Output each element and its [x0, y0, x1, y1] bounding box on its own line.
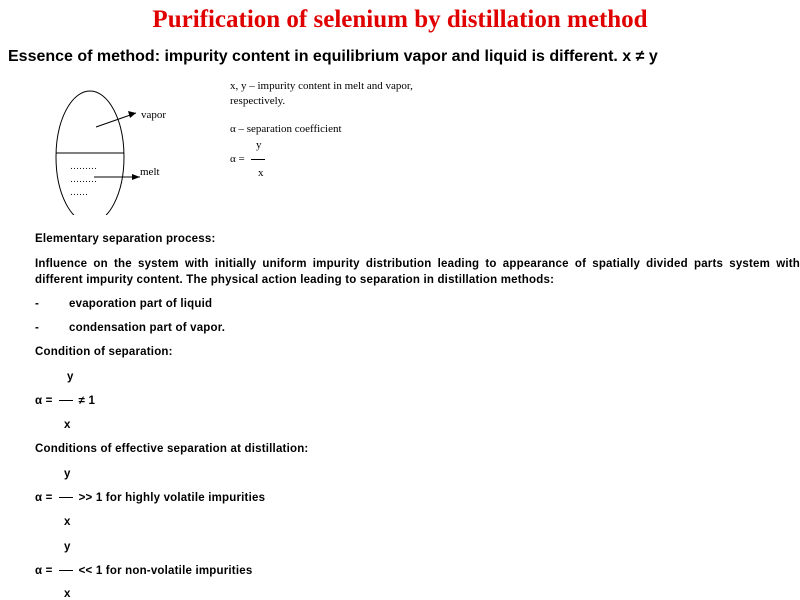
bullet-marker-1: - [35, 298, 40, 310]
volatile-denominator: x [64, 516, 71, 528]
vapor-arrow-head [128, 111, 136, 118]
impurity-dots-3: …… [70, 187, 88, 197]
nonvolatile-formula: α = << 1 for non-volatile impurities [35, 565, 253, 577]
volatile-numerator: y [64, 468, 71, 480]
page-title: Purification of selenium by distillation method [152, 6, 648, 33]
condition-fraction-bar [59, 400, 73, 401]
method-essence: Essence of method: impurity content in equilibrium vapor and liquid is different. x ≠ y [8, 48, 658, 65]
bullet-condensation: condensation part of vapor. [69, 322, 226, 334]
fraction-numerator: y [256, 139, 262, 151]
elementary-heading: Elementary separation process: [35, 233, 216, 245]
melt-arrow-head [132, 174, 140, 180]
bullet-evaporation: evaporation part of liquid [69, 298, 213, 310]
fraction-lhs: α = [230, 153, 271, 165]
volatile-fraction-bar [59, 497, 73, 498]
bullet-marker-2: - [35, 322, 40, 334]
impurity-dots-1: ……… [70, 161, 97, 171]
nonvolatile-denominator: x [64, 588, 71, 600]
xy-definition: x, y – impurity content in melt and vapor, [230, 80, 413, 92]
xy-definition-cont: respectively. [230, 95, 286, 107]
condition-formula: α = ≠ 1 [35, 395, 96, 407]
impurity-dots-2: ……… [70, 174, 97, 184]
effective-separation-heading: Conditions of effective separation at distillation: [35, 443, 309, 455]
melt-label: melt [140, 166, 160, 178]
volatile-formula: α = >> 1 for highly volatile impurities [35, 492, 266, 504]
process-paragraph: Influence on the system with initially uniform impurity distribution leading to appearance of spatially divided parts system with different impurity content. The physical action leading to separation in distillation methods: [35, 258, 800, 286]
separation-condition-heading: Condition of separation: [35, 346, 173, 358]
nonvolatile-numerator: y [64, 541, 71, 553]
alpha-definition: α – separation coefficient [230, 123, 342, 135]
fraction-denominator: x [258, 167, 264, 179]
nonvolatile-fraction-bar [59, 570, 73, 571]
condition-numerator: y [67, 371, 74, 383]
vapor-label: vapor [141, 109, 167, 121]
fraction-bar [251, 159, 265, 160]
condition-denominator: x [64, 419, 71, 431]
